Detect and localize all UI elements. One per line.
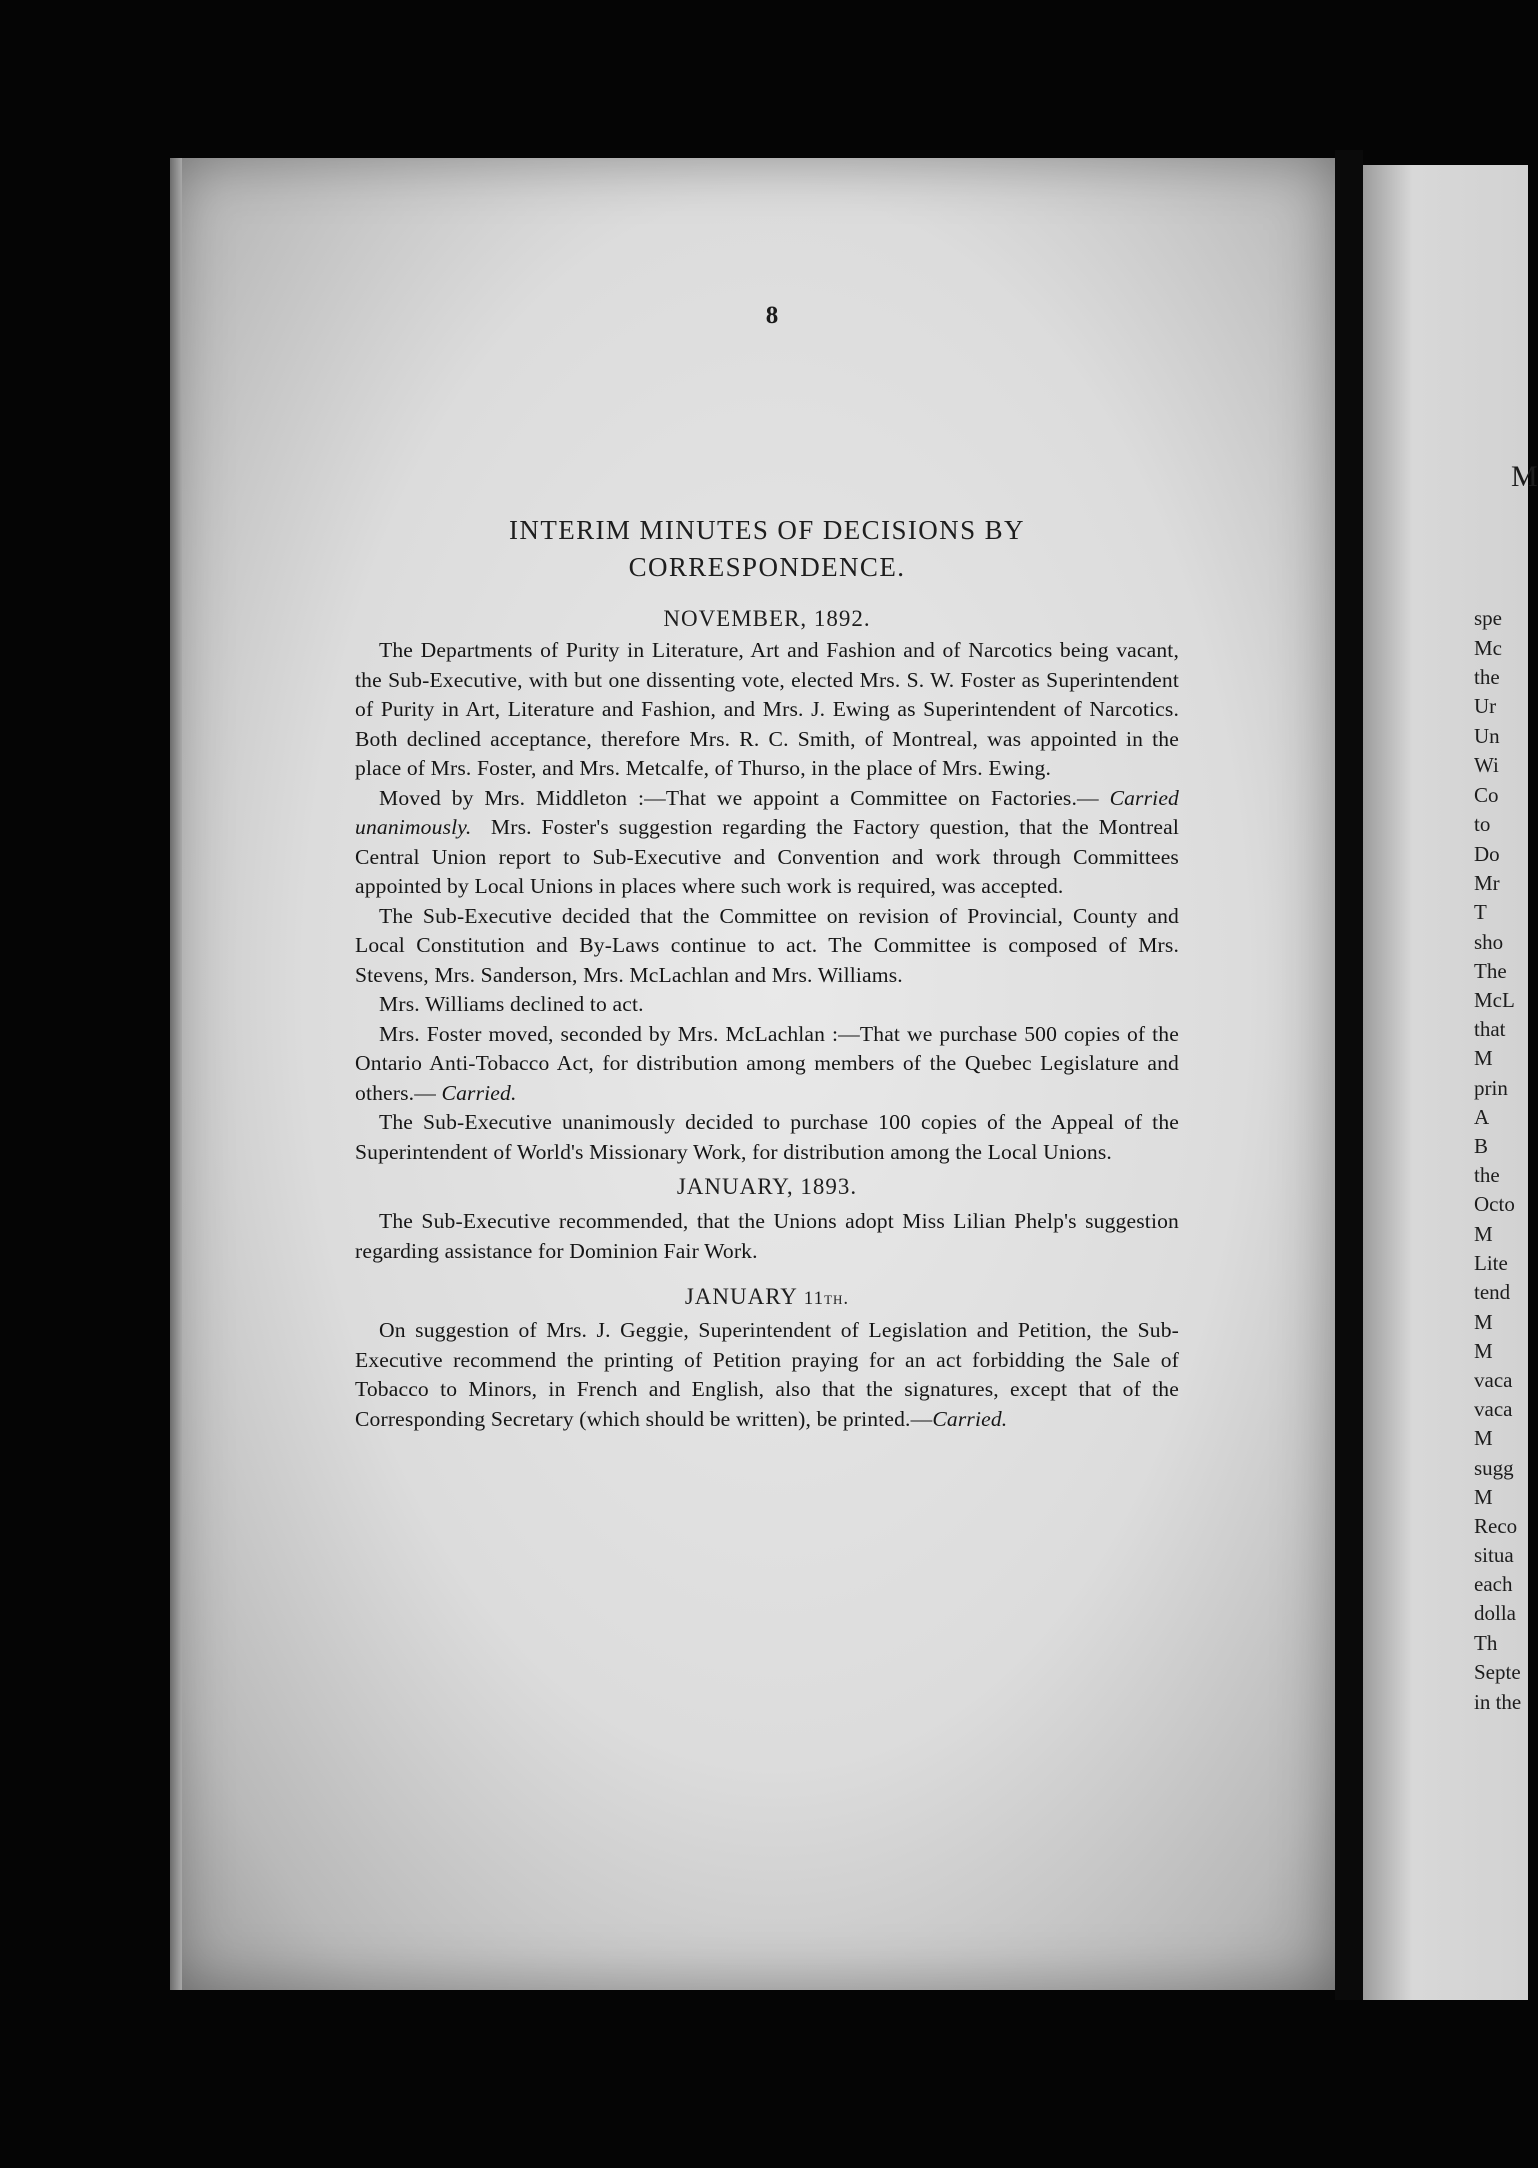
facing-page-fragment: in the [1474, 1690, 1522, 1714]
facing-page-fragment: the [1474, 665, 1500, 689]
petition-result: Carried. [932, 1406, 1008, 1431]
section-heading-november-1892: NOVEMBER, 1892. [663, 606, 871, 631]
document-body [355, 512, 1179, 1434]
book-gutter [1335, 150, 1363, 2000]
facing-page-fragment: tend [1474, 1280, 1511, 1304]
facing-page-fragment: Septe [1474, 1660, 1521, 1684]
facing-page-fragment: B [1474, 1134, 1489, 1158]
facing-page-fragment: prin [1474, 1076, 1508, 1100]
title-line-1: INTERIM MINUTES OF DECISIONS BY [509, 515, 1025, 545]
heading-month: JANUARY [684, 1284, 798, 1309]
facing-page-fragment: spe [1474, 606, 1502, 630]
purchase-motion-text: Mrs. Foster moved, seconded by Mrs. McLachlan :—That we purchase 500 copies of the Ontario Anti-Tobacco Act, for distribution among members of the Quebec Legislature and others.— [355, 1021, 1179, 1105]
paragraph-anti-tobacco-act [355, 1020, 1179, 1109]
facing-page-fragment: Lite [1474, 1251, 1508, 1275]
facing-page-fragment: T [1474, 900, 1487, 924]
facing-page-fragment: Ur [1474, 694, 1497, 718]
document-title [355, 512, 1179, 586]
facing-page-fragment: that [1474, 1017, 1506, 1041]
facing-page-fragment: M [1474, 1426, 1493, 1450]
facing-page-fragment: dolla [1474, 1601, 1516, 1625]
facing-page-fragment: M [1474, 1310, 1493, 1334]
paragraph-petition-tobacco-minors [355, 1316, 1179, 1434]
facing-page-fragment: the [1474, 1163, 1500, 1187]
facing-page-fragment: McL [1474, 988, 1515, 1012]
facing-page-fragment: vaca [1474, 1368, 1513, 1392]
factory-suggestion-text: Mrs. Foster's suggestion regarding the Factory question, that the Montreal Central Union report to Sub-Executive and Convention and work through Committees appointed by Local Unions in places where such work is required, was accepted. [355, 815, 1179, 898]
facing-page-fragment: The [1474, 959, 1507, 983]
page-number: 8 [765, 302, 779, 329]
facing-page-fragment: Mr [1474, 871, 1500, 895]
paragraph-missionary-appeal: The Sub-Executive unanimously decided to purchase 100 copies of the Appeal of the Superintendent of World's Missionary Work, for distribution among the Local Unions. [355, 1110, 1179, 1164]
facing-page-fragment: M [1474, 1222, 1493, 1246]
facing-page-fragment: Un [1474, 724, 1500, 748]
facing-page-fragment: Th [1474, 1631, 1498, 1655]
paragraph-dominion-fair-work: The Sub-Executive recommended, that the Unions adopt Miss Lilian Phelp's suggestion regarding assistance for Dominion Fair Work. [355, 1209, 1179, 1263]
purchase-motion-result: Carried. [441, 1080, 517, 1105]
left-page-edge [170, 158, 182, 1990]
title-line-2: CORRESPONDENCE. [628, 552, 906, 582]
paragraph-williams-declined: Mrs. Williams declined to act. [379, 992, 644, 1016]
paragraph-constitution-committee: The Sub-Executive decided that the Committee on revision of Provincial, County and Local Constitution and By-Laws continue to act. The Committee is composed of Mrs. Stevens, Mrs. Sanderson, Mrs. McLachlan and Mrs. Williams. [355, 903, 1179, 987]
paragraph-committee-factories [355, 784, 1179, 902]
facing-page-fragment: each [1474, 1572, 1513, 1596]
facing-page-fragment: Mc [1474, 636, 1502, 660]
paragraph-departments-vacant: The Departments of Purity in Literature, Art and Fashion and of Narcotics being vacant, the Sub-Executive, with but one dissenting vote, elected Mrs. S. W. Foster as Superintendent of Purity in Art, Literature and Fashion, and Mrs. J. Ewing as Superintendent of Narcotics. Both declined acceptance, therefore Mrs. R. C. Smith, of Montreal, was appointed in the place of Mrs. Foster, and Mrs. Metcalfe, of Thurso, in the place of Mrs. Ewing. [355, 638, 1179, 780]
motion-text: Moved by Mrs. Middleton :—That we appoint a Committee on Factories.— [379, 785, 1099, 810]
heading-day: 11th. [803, 1288, 850, 1309]
petition-text: On suggestion of Mrs. J. Geggie, Superintendent of Legislation and Petition, the Sub-Executive recommend the printing of Petition praying for an act forbidding the Sale of Tobacco to Minors, in French and English, also that the signatures, except that of the Corresponding Secretary (which should be written), be printed.— [355, 1318, 1179, 1431]
facing-page-fragment: vaca [1474, 1397, 1513, 1421]
facing-page-fragment: Octo [1474, 1192, 1515, 1216]
facing-page-fragment: Reco [1474, 1514, 1518, 1538]
facing-page-fragment: M [1474, 1339, 1493, 1363]
facing-page-fragment: situa [1474, 1543, 1514, 1567]
facing-page-fragment: M [1474, 1485, 1493, 1509]
section-heading-january-11th [355, 1280, 1179, 1316]
facing-page-fragment: to [1474, 812, 1491, 836]
facing-page-fragment: Co [1474, 783, 1499, 807]
motion-result: Carried unanimously. [355, 785, 1179, 839]
facing-page-fragment: Wi [1474, 753, 1499, 777]
section-heading-january-1893: JANUARY, 1893. [676, 1174, 858, 1199]
facing-page-fragment: A [1474, 1105, 1490, 1129]
facing-page-fragment: sho [1474, 930, 1504, 954]
facing-page-heading-letter: M [1511, 460, 1538, 493]
facing-page-fragment: sugg [1474, 1456, 1514, 1480]
facing-page-fragment: M [1474, 1046, 1493, 1070]
facing-page-fragment: Do [1474, 842, 1500, 866]
